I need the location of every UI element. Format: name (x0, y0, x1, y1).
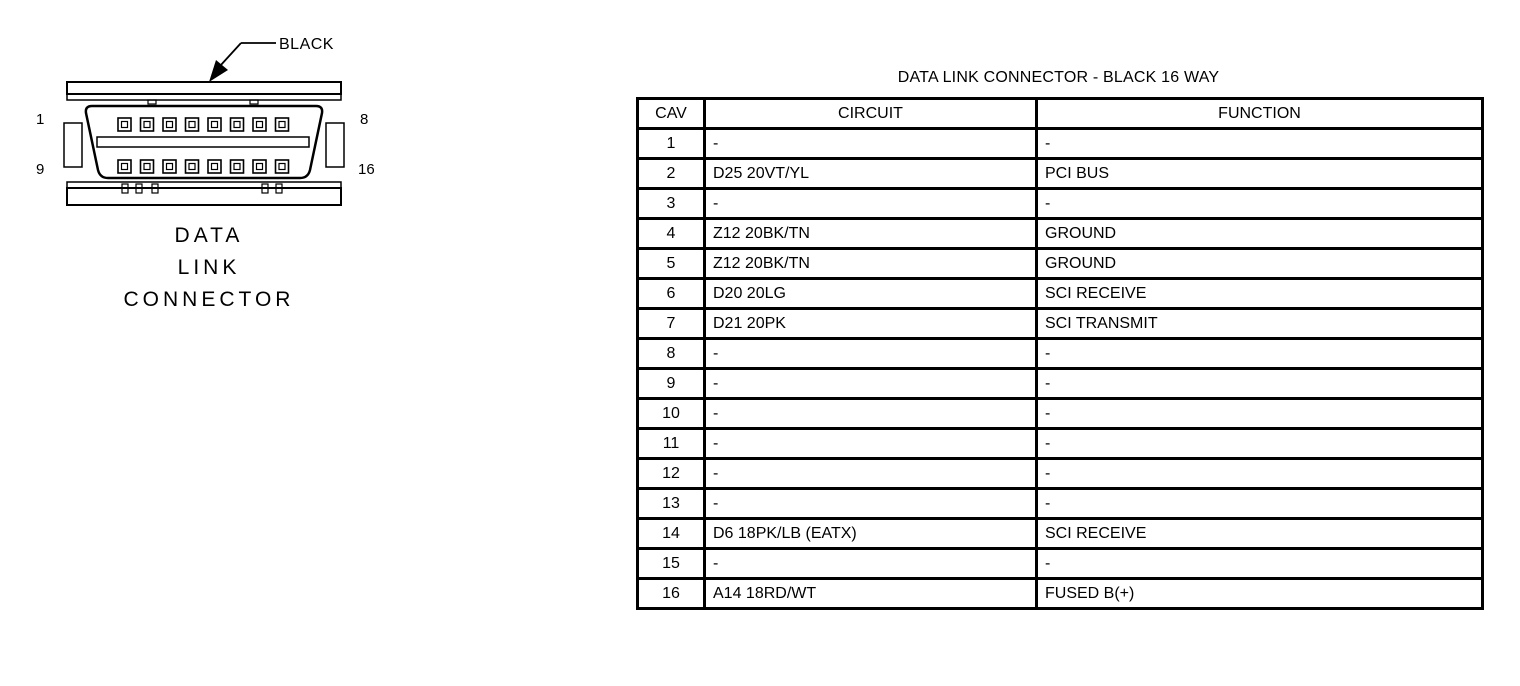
pin-cavity-8 (276, 118, 289, 131)
table-title: DATA LINK CONNECTOR - BLACK 16 WAY (897, 69, 1220, 86)
circuit-cell: D20 20LG (705, 279, 1037, 309)
table-row (638, 219, 1483, 249)
cav-cell: 4 (638, 219, 705, 249)
pin-cavity-13 (208, 160, 221, 173)
table-row (638, 489, 1483, 519)
table-row (638, 519, 1483, 549)
column-header-cav: CAV (638, 99, 705, 129)
function-cell: GROUND (1037, 249, 1483, 279)
function-cell: - (1037, 339, 1483, 369)
table-row (638, 459, 1483, 489)
pin-label-9: 9 (36, 161, 45, 178)
pin-cavity-1 (118, 118, 131, 131)
pin-label-8: 8 (360, 111, 369, 128)
diagram-caption-line-1: DATA (174, 224, 244, 247)
pin-cavity-14 (231, 160, 244, 173)
pin-cavity-5 (208, 118, 221, 131)
circuit-cell: - (705, 369, 1037, 399)
cav-cell: 3 (638, 189, 705, 219)
pin-cavity-16 (276, 160, 289, 173)
pin-cavity-3 (163, 118, 176, 131)
circuit-cell: D6 18PK/LB (EATX) (705, 519, 1037, 549)
cav-cell: 1 (638, 129, 705, 159)
table-row (638, 189, 1483, 219)
circuit-cell: - (705, 459, 1037, 489)
pin-cavity-4 (186, 118, 199, 131)
color-callout-label: BLACK (279, 36, 334, 53)
circuit-cell: Z12 20BK/TN (705, 249, 1037, 279)
function-cell: - (1037, 489, 1483, 519)
circuit-cell: - (705, 339, 1037, 369)
circuit-cell: D25 20VT/YL (705, 159, 1037, 189)
pin-cavity-6 (231, 118, 244, 131)
pin-cavity-10 (141, 160, 154, 173)
table-row (638, 339, 1483, 369)
function-cell: - (1037, 459, 1483, 489)
diagram-caption-line-2: LINK (177, 256, 241, 279)
circuit-cell: - (705, 129, 1037, 159)
circuit-cell: D21 20PK (705, 309, 1037, 339)
cav-cell: 5 (638, 249, 705, 279)
function-cell: GROUND (1037, 219, 1483, 249)
callout-arrow (209, 43, 276, 82)
table-row (638, 129, 1483, 159)
function-cell: - (1037, 189, 1483, 219)
function-cell: FUSED B(+) (1037, 579, 1483, 609)
circuit-cell: - (705, 189, 1037, 219)
column-header-function: FUNCTION (1037, 99, 1483, 129)
cav-cell: 8 (638, 339, 705, 369)
connector-body (64, 82, 344, 205)
column-header-circuit: CIRCUIT (705, 99, 1037, 129)
circuit-cell: - (705, 429, 1037, 459)
pin-cavity-12 (186, 160, 199, 173)
circuit-cell: - (705, 549, 1037, 579)
cav-cell: 13 (638, 489, 705, 519)
circuit-cell: - (705, 489, 1037, 519)
pin-cavity-9 (118, 160, 131, 173)
pin-cavity-15 (253, 160, 266, 173)
function-cell: SCI TRANSMIT (1037, 309, 1483, 339)
cav-cell: 16 (638, 579, 705, 609)
function-cell: PCI BUS (1037, 159, 1483, 189)
cav-cell: 2 (638, 159, 705, 189)
table-row (638, 399, 1483, 429)
circuit-cell: Z12 20BK/TN (705, 219, 1037, 249)
cav-cell: 14 (638, 519, 705, 549)
function-cell: - (1037, 399, 1483, 429)
table-row (638, 369, 1483, 399)
function-cell: SCI RECEIVE (1037, 279, 1483, 309)
cav-cell: 12 (638, 459, 705, 489)
table-row (638, 429, 1483, 459)
table-row (638, 249, 1483, 279)
pinout-table (636, 97, 1484, 610)
cav-cell: 9 (638, 369, 705, 399)
table-header-row (638, 99, 1483, 129)
function-cell: - (1037, 429, 1483, 459)
circuit-cell: - (705, 399, 1037, 429)
table-row (638, 309, 1483, 339)
pin-cavity-11 (163, 160, 176, 173)
function-cell: - (1037, 129, 1483, 159)
pin-label-1: 1 (36, 111, 45, 128)
cav-cell: 7 (638, 309, 705, 339)
circuit-cell: A14 18RD/WT (705, 579, 1037, 609)
table-row (638, 159, 1483, 189)
pin-label-16: 16 (358, 161, 375, 178)
table-row (638, 279, 1483, 309)
cav-cell: 10 (638, 399, 705, 429)
pin-cavity-2 (141, 118, 154, 131)
table-row (638, 549, 1483, 579)
function-cell: - (1037, 549, 1483, 579)
cav-cell: 6 (638, 279, 705, 309)
function-cell: - (1037, 369, 1483, 399)
table-body (638, 129, 1483, 609)
connector-diagram (0, 0, 620, 340)
diagram-caption-line-3: CONNECTOR (123, 288, 295, 311)
cav-cell: 15 (638, 549, 705, 579)
pin-cavity-7 (253, 118, 266, 131)
function-cell: SCI RECEIVE (1037, 519, 1483, 549)
cav-cell: 11 (638, 429, 705, 459)
pin-cavities (118, 118, 289, 173)
table-row (638, 579, 1483, 609)
